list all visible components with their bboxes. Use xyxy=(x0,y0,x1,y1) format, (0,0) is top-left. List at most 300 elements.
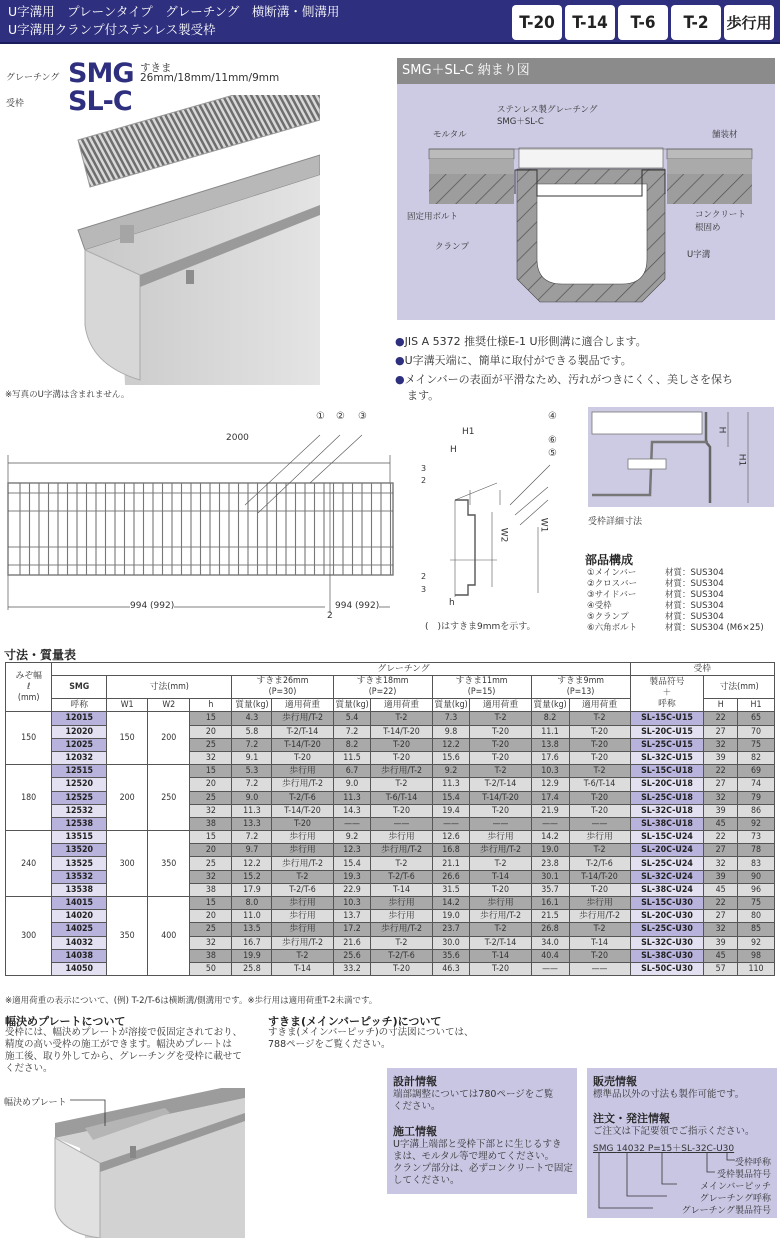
info-box-design xyxy=(387,1068,577,1194)
cell-load-9: —— xyxy=(569,962,630,975)
cell-frame-h: 27 xyxy=(704,844,738,857)
cell-smg-code: 12515 xyxy=(52,765,107,778)
cell-frame-code: SL-15C-U30 xyxy=(630,897,704,910)
cell-load-9: 歩行用/T-2 xyxy=(569,910,630,923)
cell-frame-code: SL-38C-U18 xyxy=(630,817,704,830)
cell-frame-h: 32 xyxy=(704,738,738,751)
cell-mass-11: 11.3 xyxy=(432,778,470,791)
part-item: ③サイドバー 材質：SUS304 xyxy=(587,590,724,600)
legend-pitch: メインバーピッチ xyxy=(700,1182,771,1192)
cell-mass-9: —— xyxy=(531,817,569,830)
cell-load-26: T-20 xyxy=(272,751,333,764)
cell-mass-26: 9.7 xyxy=(232,844,272,857)
cell-load-18: T-2 xyxy=(371,712,432,725)
cell-load-26: 歩行用/T-2 xyxy=(272,712,333,725)
cell-load-11: T-14/T-20 xyxy=(470,791,531,804)
dim-w1: W1 xyxy=(538,517,549,533)
cell-h: 38 xyxy=(190,817,232,830)
cell-h: 15 xyxy=(190,831,232,844)
cell-load-18: T-2 xyxy=(371,936,432,949)
cell-mass-26: 12.2 xyxy=(232,857,272,870)
cell-frame-h1: 96 xyxy=(738,883,775,896)
cell-load-18: 歩行用 xyxy=(371,831,432,844)
order-example: SMG 14032 P=15＋SL-32C-U30 xyxy=(593,1144,735,1154)
col-frame-h1: H1 xyxy=(738,699,775,712)
cell-load-18: 歩行用/T-2 xyxy=(371,765,432,778)
cell-w2: 400 xyxy=(148,897,190,976)
cell-h: 32 xyxy=(190,870,232,883)
cell-frame-code: SL-38C-U30 xyxy=(630,949,704,962)
dim-2-top: 2 xyxy=(421,476,427,485)
cell-mass-11: 21.1 xyxy=(432,857,470,870)
cell-frame-h1: 70 xyxy=(738,725,775,738)
part-item: ①メインバー 材質：SUS304 xyxy=(587,568,724,578)
frame-label: 受枠 xyxy=(6,99,25,109)
cell-mass-18: 21.6 xyxy=(333,936,371,949)
spec-table xyxy=(5,662,775,976)
cell-frame-h1: 65 xyxy=(738,712,775,725)
col-mass: 質量(kg) xyxy=(432,699,470,712)
plate-leader-line xyxy=(70,1098,110,1128)
order-info-title: 注文・発注情報 xyxy=(593,1112,670,1125)
cell-load-11: T-20 xyxy=(470,751,531,764)
parts-title: 部品構成 xyxy=(585,553,634,567)
cell-load-18: T-20 xyxy=(371,962,432,975)
cell-load-18: —— xyxy=(371,817,432,830)
cell-load-18: T-2 xyxy=(371,778,432,791)
label-stainless-grating: ステンレス製グレーチング xyxy=(497,105,598,115)
cell-frame-code: SL-32C-U18 xyxy=(630,804,704,817)
cell-frame-h1: 79 xyxy=(738,791,775,804)
cell-frame-h1: 73 xyxy=(738,831,775,844)
diagram-drawing xyxy=(397,84,775,320)
cell-frame-h: 32 xyxy=(704,857,738,870)
legend-frame-name: 受枠呼称 xyxy=(734,1158,771,1168)
cell-mass-11: 14.2 xyxy=(432,897,470,910)
cell-h: 32 xyxy=(190,751,232,764)
callout-1: ① xyxy=(316,411,325,422)
cell-mass-11: 35.6 xyxy=(432,949,470,962)
cell-frame-h1: 92 xyxy=(738,817,775,830)
cell-mass-18: 7.2 xyxy=(333,725,371,738)
cell-load-26: 歩行用 xyxy=(272,844,333,857)
cell-mass-26: 8.0 xyxy=(232,897,272,910)
col-load: 適用荷重 xyxy=(569,699,630,712)
part-item: ④受枠 材質：SUS304 xyxy=(587,601,724,611)
cell-frame-code: SL-20C-U18 xyxy=(630,778,704,791)
cell-load-11: T-2 xyxy=(470,857,531,870)
cell-mass-9: 13.8 xyxy=(531,738,569,751)
cell-load-11: 歩行用/T-2 xyxy=(470,910,531,923)
badge-t6: T-6 xyxy=(618,5,668,40)
cell-load-18: T-20 xyxy=(371,804,432,817)
cell-frame-h1: 98 xyxy=(738,949,775,962)
cell-mass-18: 25.6 xyxy=(333,949,371,962)
cell-frame-code: SL-20C-U24 xyxy=(630,844,704,857)
cell-mass-9: 23.8 xyxy=(531,857,569,870)
cell-h: 15 xyxy=(190,712,232,725)
cell-frame-h: 22 xyxy=(704,765,738,778)
dim-3-bottom: 3 xyxy=(421,585,427,594)
construction-info-title: 施工情報 xyxy=(393,1125,437,1138)
cell-load-11: T-20 xyxy=(470,725,531,738)
cell-smg-code: 12525 xyxy=(52,791,107,804)
cell-smg-code: 14050 xyxy=(52,962,107,975)
cell-frame-h1: 69 xyxy=(738,765,775,778)
callout-3: ③ xyxy=(358,411,367,422)
cell-mass-26: 9.0 xyxy=(232,791,272,804)
cell-mass-18: 9.2 xyxy=(333,831,371,844)
cell-load-9: T-2 xyxy=(569,844,630,857)
cell-load-11: 歩行用 xyxy=(470,897,531,910)
cell-load-11: T-20 xyxy=(470,738,531,751)
part-item: ②クロスバー 材質：SUS304 xyxy=(587,579,724,589)
cell-h: 15 xyxy=(190,897,232,910)
cell-mass-18: 12.3 xyxy=(333,844,371,857)
cell-mass-26: 15.2 xyxy=(232,870,272,883)
cell-smg-code: 12032 xyxy=(52,751,107,764)
cell-mass-9: 26.8 xyxy=(531,923,569,936)
grating-name: SMG xyxy=(68,58,134,89)
legend-frame-code: 受枠製品符号 xyxy=(716,1170,771,1180)
load-class-badges xyxy=(512,5,774,40)
label-u-ditch: U字溝 xyxy=(687,250,711,260)
cell-frame-code: SL-15C-U15 xyxy=(630,712,704,725)
col-frame-dim: 寸法(mm) xyxy=(704,676,775,699)
legend-grating-code: グレーチング製品符号 xyxy=(681,1206,771,1216)
cell-smg-code: 13525 xyxy=(52,857,107,870)
part-item: ⑤クランプ 材質：SUS304 xyxy=(587,612,724,622)
cell-load-26: 歩行用 xyxy=(272,831,333,844)
cell-frame-h: 22 xyxy=(704,897,738,910)
col-width: みぞ幅 ℓ (mm) xyxy=(6,663,52,712)
cell-w1: 350 xyxy=(107,897,148,976)
cell-load-11: T-20 xyxy=(470,962,531,975)
table-row xyxy=(6,765,775,778)
cell-load-11: T-20 xyxy=(470,804,531,817)
cell-h: 38 xyxy=(190,883,232,896)
cell-h: 38 xyxy=(190,949,232,962)
pitch-title: すきま(メインバーピッチ)について xyxy=(268,1015,442,1028)
col-load: 適用荷重 xyxy=(470,699,531,712)
cell-frame-h: 22 xyxy=(704,831,738,844)
cell-mass-18: 9.0 xyxy=(333,778,371,791)
cell-load-9: —— xyxy=(569,817,630,830)
cell-frame-code: SL-20C-U30 xyxy=(630,910,704,923)
cell-load-11: T-20 xyxy=(470,883,531,896)
dim-gap-2: 2 xyxy=(327,611,333,621)
cell-frame-code: SL-38C-U24 xyxy=(630,883,704,896)
cell-mass-26: 5.3 xyxy=(232,765,272,778)
col-name: 呼称 xyxy=(52,699,107,712)
table-row xyxy=(6,712,775,725)
cell-w1: 300 xyxy=(107,831,148,897)
feature-3: ●メインバーの表面が平滑なため、汚れがつきにくく、美しさを保ち xyxy=(395,373,733,386)
cell-frame-h1: 86 xyxy=(738,804,775,817)
col-frame: 受枠 xyxy=(630,663,774,676)
cell-load-11: T-14 xyxy=(470,949,531,962)
cell-load-26: T-14/T-20 xyxy=(272,738,333,751)
plate-photo-label: 幅決めプレート xyxy=(4,1095,67,1108)
cell-w1: 150 xyxy=(107,712,148,765)
dim-total-2000: 2000 xyxy=(226,433,249,443)
cell-h: 20 xyxy=(190,844,232,857)
cell-frame-code: SL-32C-U24 xyxy=(630,870,704,883)
cell-mass-9: 35.7 xyxy=(531,883,569,896)
cell-frame-h: 39 xyxy=(704,870,738,883)
cell-smg-code: 14015 xyxy=(52,897,107,910)
col-load: 適用荷重 xyxy=(272,699,333,712)
cell-mass-26: 7.2 xyxy=(232,831,272,844)
cell-smg-code: 14032 xyxy=(52,936,107,949)
col-h: h xyxy=(190,699,232,712)
cell-mass-18: 10.3 xyxy=(333,897,371,910)
col-gap11: すきま11mm (P=15) xyxy=(432,676,531,699)
cell-w1: 200 xyxy=(107,765,148,831)
cell-mass-18: 11.3 xyxy=(333,791,371,804)
cell-mass-9: 21.9 xyxy=(531,804,569,817)
cell-mass-26: 17.9 xyxy=(232,883,272,896)
cell-width: 240 xyxy=(6,831,52,897)
callout-2: ② xyxy=(336,411,345,422)
cell-load-18: T-6/T-14 xyxy=(371,791,432,804)
col-frame-h: H xyxy=(704,699,738,712)
cell-mass-11: 12.6 xyxy=(432,831,470,844)
cell-mass-9: 19.0 xyxy=(531,844,569,857)
dim-h1: H1 xyxy=(462,427,475,437)
cell-mass-18: 6.7 xyxy=(333,765,371,778)
order-info-intro: ご注文は下記要領でご指示ください。 xyxy=(593,1126,755,1137)
cell-w2: 250 xyxy=(148,765,190,831)
cell-load-9: T-2 xyxy=(569,712,630,725)
feature-1: ●JIS A 5372 推奨仕様E-1 U形側溝に適合します。 xyxy=(395,335,647,348)
cell-load-9: T-20 xyxy=(569,791,630,804)
cell-mass-26: 5.8 xyxy=(232,725,272,738)
badge-t20: T-20 xyxy=(512,5,562,40)
cell-mass-9: 16.1 xyxy=(531,897,569,910)
info-box-sales xyxy=(587,1068,777,1218)
cell-mass-9: 12.9 xyxy=(531,778,569,791)
cell-frame-h: 45 xyxy=(704,883,738,896)
cell-load-26: T-2 xyxy=(272,949,333,962)
cell-frame-code: SL-15C-U18 xyxy=(630,765,704,778)
cell-load-18: T-2/T-6 xyxy=(371,870,432,883)
feature-3-cont: ます。 xyxy=(407,389,440,402)
cell-load-11: T-2 xyxy=(470,923,531,936)
plate-text: 受枠には、幅決めプレートが溶接で仮固定されており、 精度の高い受枠の施工ができます。幅決めプレートは 施工後、取り外してから、グレーチングを受枠に載せて ください。 xyxy=(5,1027,243,1074)
cell-frame-h1: 74 xyxy=(738,778,775,791)
cell-mass-26: 25.8 xyxy=(232,962,272,975)
pitch-text: すきま(メインバーピッチ)の寸法図については、 788ページをご覧ください。 xyxy=(268,1027,474,1050)
design-info-text: 端部調整については780ページをご覧 ください。 xyxy=(393,1089,554,1112)
cell-mass-11: 46.3 xyxy=(432,962,470,975)
cell-load-18: 歩行用/T-2 xyxy=(371,844,432,857)
cell-mass-9: 17.4 xyxy=(531,791,569,804)
cell-load-9: 歩行用 xyxy=(569,897,630,910)
label-smg-slc: SMG＋SL-C xyxy=(497,117,544,127)
cell-mass-18: 17.2 xyxy=(333,923,371,936)
cell-load-11: 歩行用 xyxy=(470,831,531,844)
cell-smg-code: 14025 xyxy=(52,923,107,936)
cell-frame-code: SL-25C-U24 xyxy=(630,857,704,870)
cell-mass-18: 14.3 xyxy=(333,804,371,817)
cell-frame-h1: 90 xyxy=(738,870,775,883)
cell-load-11: 歩行用/T-2 xyxy=(470,844,531,857)
label-concrete: コンクリート xyxy=(695,210,746,220)
frame-name: SL-C xyxy=(68,86,132,117)
cell-load-18: T-14 xyxy=(371,883,432,896)
cell-frame-h1: 82 xyxy=(738,751,775,764)
cell-mass-11: 19.0 xyxy=(432,910,470,923)
cell-smg-code: 13520 xyxy=(52,844,107,857)
cell-load-11: T-14 xyxy=(470,870,531,883)
cell-h: 25 xyxy=(190,923,232,936)
cell-load-26: T-14/T-20 xyxy=(272,804,333,817)
cell-load-26: T-2/T-6 xyxy=(272,791,333,804)
cell-load-11: T-2/T-14 xyxy=(470,936,531,949)
header-line-1: U字溝用 プレーンタイプ グレーチング 横断溝・側溝用 xyxy=(8,4,340,19)
header-banner xyxy=(0,0,780,44)
cell-load-26: 歩行用 xyxy=(272,923,333,936)
cell-frame-code: SL-25C-U18 xyxy=(630,791,704,804)
cell-frame-h: 32 xyxy=(704,791,738,804)
cell-mass-18: 33.2 xyxy=(333,962,371,975)
callout-4: ④ xyxy=(548,411,557,422)
badge-t14: T-14 xyxy=(565,5,615,40)
col-mass: 質量(kg) xyxy=(531,699,569,712)
col-mass: 質量(kg) xyxy=(232,699,272,712)
cell-frame-h: 27 xyxy=(704,910,738,923)
cell-mass-9: 11.1 xyxy=(531,725,569,738)
cell-mass-11: 23.7 xyxy=(432,923,470,936)
cell-w2: 350 xyxy=(148,831,190,897)
table-title: 寸法・質量表 xyxy=(4,648,77,662)
cell-mass-11: 19.4 xyxy=(432,804,470,817)
cell-load-18: T-20 xyxy=(371,738,432,751)
cell-load-26: T-14 xyxy=(272,962,333,975)
col-mass: 質量(kg) xyxy=(333,699,371,712)
cell-mass-9: 10.3 xyxy=(531,765,569,778)
cell-frame-h1: 78 xyxy=(738,844,775,857)
col-dim: 寸法(mm) xyxy=(107,676,232,699)
cell-w2: 200 xyxy=(148,712,190,765)
product-photo xyxy=(40,95,320,385)
cell-frame-h1: 80 xyxy=(738,910,775,923)
cell-frame-h1: 110 xyxy=(738,962,775,975)
cell-mass-26: 4.3 xyxy=(232,712,272,725)
dim-3-top: 3 xyxy=(421,464,427,473)
cell-h: 25 xyxy=(190,857,232,870)
plate-title: 幅決めプレートについて xyxy=(5,1015,126,1028)
cell-mass-11: 9.2 xyxy=(432,765,470,778)
cell-width: 300 xyxy=(6,897,52,976)
cell-frame-code: SL-25C-U30 xyxy=(630,923,704,936)
col-smg: SMG xyxy=(52,676,107,699)
cell-load-18: T-20 xyxy=(371,751,432,764)
col-gap9: すきま9mm (P=13) xyxy=(531,676,630,699)
cell-frame-h: 45 xyxy=(704,949,738,962)
callout-5: ⑤ xyxy=(548,448,557,459)
cell-mass-9: 40.4 xyxy=(531,949,569,962)
table-row xyxy=(6,897,775,910)
cell-load-26: T-2/T-6 xyxy=(272,883,333,896)
col-grating: グレーチング xyxy=(52,663,630,676)
sales-info-text: 標準品以外の寸法も製作可能です。 xyxy=(593,1089,745,1100)
cell-mass-11: 15.4 xyxy=(432,791,470,804)
cell-h: 20 xyxy=(190,778,232,791)
cell-mass-11: 7.3 xyxy=(432,712,470,725)
cell-load-9: T-2/T-6 xyxy=(569,857,630,870)
cell-load-26: 歩行用/T-2 xyxy=(272,778,333,791)
cell-mass-11: 12.2 xyxy=(432,738,470,751)
cell-frame-h: 57 xyxy=(704,962,738,975)
dim-small-h: h xyxy=(449,598,455,608)
cell-load-9: T-2 xyxy=(569,765,630,778)
badge-t2: T-2 xyxy=(671,5,721,40)
cell-mass-11: 15.6 xyxy=(432,751,470,764)
cell-mass-11: 31.5 xyxy=(432,883,470,896)
cell-smg-code: 14038 xyxy=(52,949,107,962)
cell-load-26: 歩行用/T-2 xyxy=(272,857,333,870)
cell-frame-h: 39 xyxy=(704,751,738,764)
cell-mass-18: —— xyxy=(333,817,371,830)
cell-smg-code: 13532 xyxy=(52,870,107,883)
cell-mass-9: 21.5 xyxy=(531,910,569,923)
detail-caption: 受枠詳細寸法 xyxy=(588,517,643,527)
col-gap18: すきま18mm (P=22) xyxy=(333,676,432,699)
col-gap26: すきま26mm (P=30) xyxy=(232,676,333,699)
label-bolt: 固定用ボルト xyxy=(407,212,459,222)
label-clamp: クランプ xyxy=(435,242,470,252)
cell-width: 180 xyxy=(6,765,52,831)
grating-label: グレーチング xyxy=(6,73,60,83)
cell-load-9: T-20 xyxy=(569,738,630,751)
col-w2: W2 xyxy=(148,699,190,712)
cell-load-26: T-20 xyxy=(272,817,333,830)
col-frame-code: 製品符号 ＋ 呼称 xyxy=(630,676,704,712)
cell-load-26: 歩行用 xyxy=(272,765,333,778)
cell-mass-11: 26.6 xyxy=(432,870,470,883)
cell-mass-18: 19.3 xyxy=(333,870,371,883)
cell-load-9: T-2 xyxy=(569,923,630,936)
cell-load-26: T-2/T-14 xyxy=(272,725,333,738)
cell-h: 25 xyxy=(190,791,232,804)
cell-frame-h: 22 xyxy=(704,712,738,725)
detail-h1: H1 xyxy=(736,453,747,467)
cell-mass-26: 16.7 xyxy=(232,936,272,949)
installation-diagram xyxy=(397,58,775,320)
cell-frame-code: SL-25C-U15 xyxy=(630,738,704,751)
cell-load-18: T-14/T-20 xyxy=(371,725,432,738)
cell-mass-26: 11.0 xyxy=(232,910,272,923)
cell-h: 32 xyxy=(190,936,232,949)
label-root-fix: 根固め xyxy=(695,223,721,233)
cell-load-9: T-20 xyxy=(569,725,630,738)
feature-2: ●U字溝天端に、簡単に取付ができる製品です。 xyxy=(395,354,632,367)
cell-frame-code: SL-32C-U15 xyxy=(630,751,704,764)
cell-mass-18: 13.7 xyxy=(333,910,371,923)
cell-smg-code: 13515 xyxy=(52,831,107,844)
cell-load-26: 歩行用 xyxy=(272,910,333,923)
cell-smg-code: 12520 xyxy=(52,778,107,791)
dim-2-bottom: 2 xyxy=(421,572,427,581)
cell-smg-code: 12025 xyxy=(52,738,107,751)
cell-mass-26: 13.3 xyxy=(232,817,272,830)
cell-mass-9: —— xyxy=(531,962,569,975)
cell-smg-code: 14020 xyxy=(52,910,107,923)
cell-h: 25 xyxy=(190,738,232,751)
cell-mass-11: 9.8 xyxy=(432,725,470,738)
